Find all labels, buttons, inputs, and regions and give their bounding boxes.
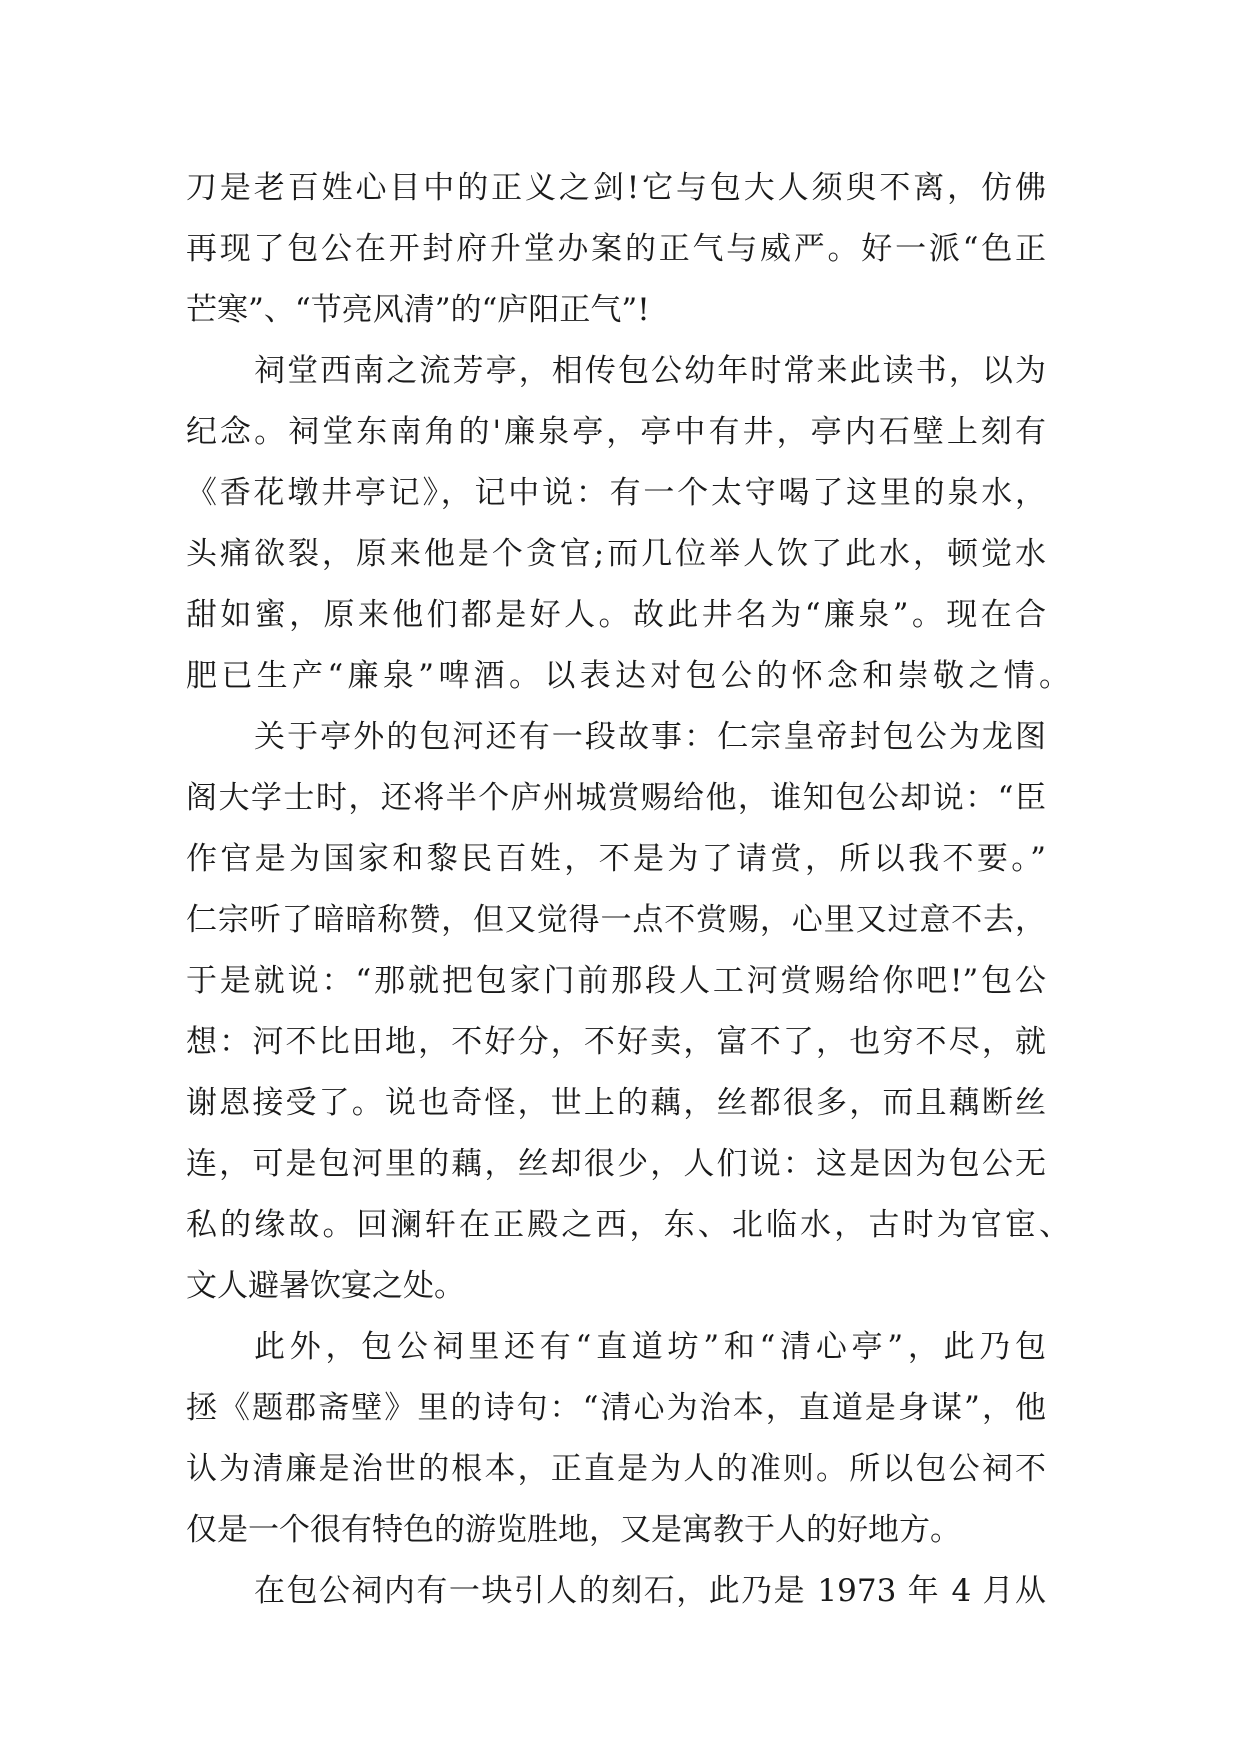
paragraph-start-line: 祠堂西南之流芳亭，相传包公幼年时常来此读书，以为 bbox=[254, 353, 1046, 389]
text-line: 再现了包公在开封府升堂办案的正气与威严。好一派“色正 bbox=[186, 231, 1046, 267]
text-line: 仅是一个很有特色的游览胜地，又是寓教于人的好地方。 bbox=[186, 1512, 961, 1548]
body-text bbox=[186, 158, 1086, 1622]
text-line: 于是就说：“那就把包家门前那段人工河赏赐给你吧!”包公 bbox=[186, 963, 1046, 999]
text-line: 芒寒”、“节亮风清”的“庐阳正气”! bbox=[186, 292, 650, 328]
text-line: 作官是为国家和黎民百姓，不是为了请赏，所以我不要。” bbox=[186, 841, 1046, 877]
text-line: 认为清廉是治世的根本，正直是为人的准则。所以包公祠不 bbox=[186, 1451, 1046, 1487]
text-line: 《香花墩井亭记》，记中说：有一个太守喝了这里的泉水， bbox=[186, 475, 1046, 511]
text-line: 纪念。祠堂东南角的'廉泉亭，亭中有井，亭内石壁上刻有 bbox=[186, 414, 1046, 450]
text-line: 阁大学士时，还将半个庐州城赏赐给他，谁知包公却说：“臣 bbox=[186, 780, 1046, 816]
text-line: 谢恩接受了。说也奇怪，世上的藕，丝都很多，而且藕断丝 bbox=[186, 1085, 1046, 1121]
text-line: 想：河不比田地，不好分，不好卖，富不了，也穷不尽，就 bbox=[186, 1024, 1046, 1060]
paragraph-start-line: 此外，包公祠里还有“直道坊”和“清心亭”，此乃包 bbox=[254, 1329, 1046, 1365]
text-line: 拯《题郡斋壁》里的诗句：“清心为治本，直道是身谋”，他 bbox=[186, 1390, 1046, 1426]
text-line: 肥已生产“廉泉”啤酒。以表达对包公的怀念和崇敬之情。 bbox=[186, 658, 1070, 694]
text-line: 仁宗听了暗暗称赞，但又觉得一点不赏赐，心里又过意不去， bbox=[186, 902, 1046, 938]
text-line: 甜如蜜，原来他们都是好人。故此井名为“廉泉”。现在合 bbox=[186, 597, 1046, 633]
text-line: 文人避暑饮宴之处。 bbox=[186, 1268, 465, 1304]
paragraph-start-line: 关于亭外的包河还有一段故事：仁宗皇帝封包公为龙图 bbox=[254, 719, 1046, 755]
text-line: 私的缘故。回澜轩在正殿之西，东、北临水，古时为官宦、 bbox=[186, 1207, 1070, 1243]
paragraph-start-line: 在包公祠内有一块引人的刻石，此乃是 1973 年 4 月从 bbox=[254, 1573, 1046, 1609]
text-line: 头痛欲裂，原来他是个贪官;而几位举人饮了此水，顿觉水 bbox=[186, 536, 1046, 572]
text-line: 刀是老百姓心目中的正义之剑!它与包大人须臾不离，仿佛 bbox=[186, 170, 1046, 206]
text-line: 连，可是包河里的藕，丝却很少，人们说：这是因为包公无 bbox=[186, 1146, 1046, 1182]
